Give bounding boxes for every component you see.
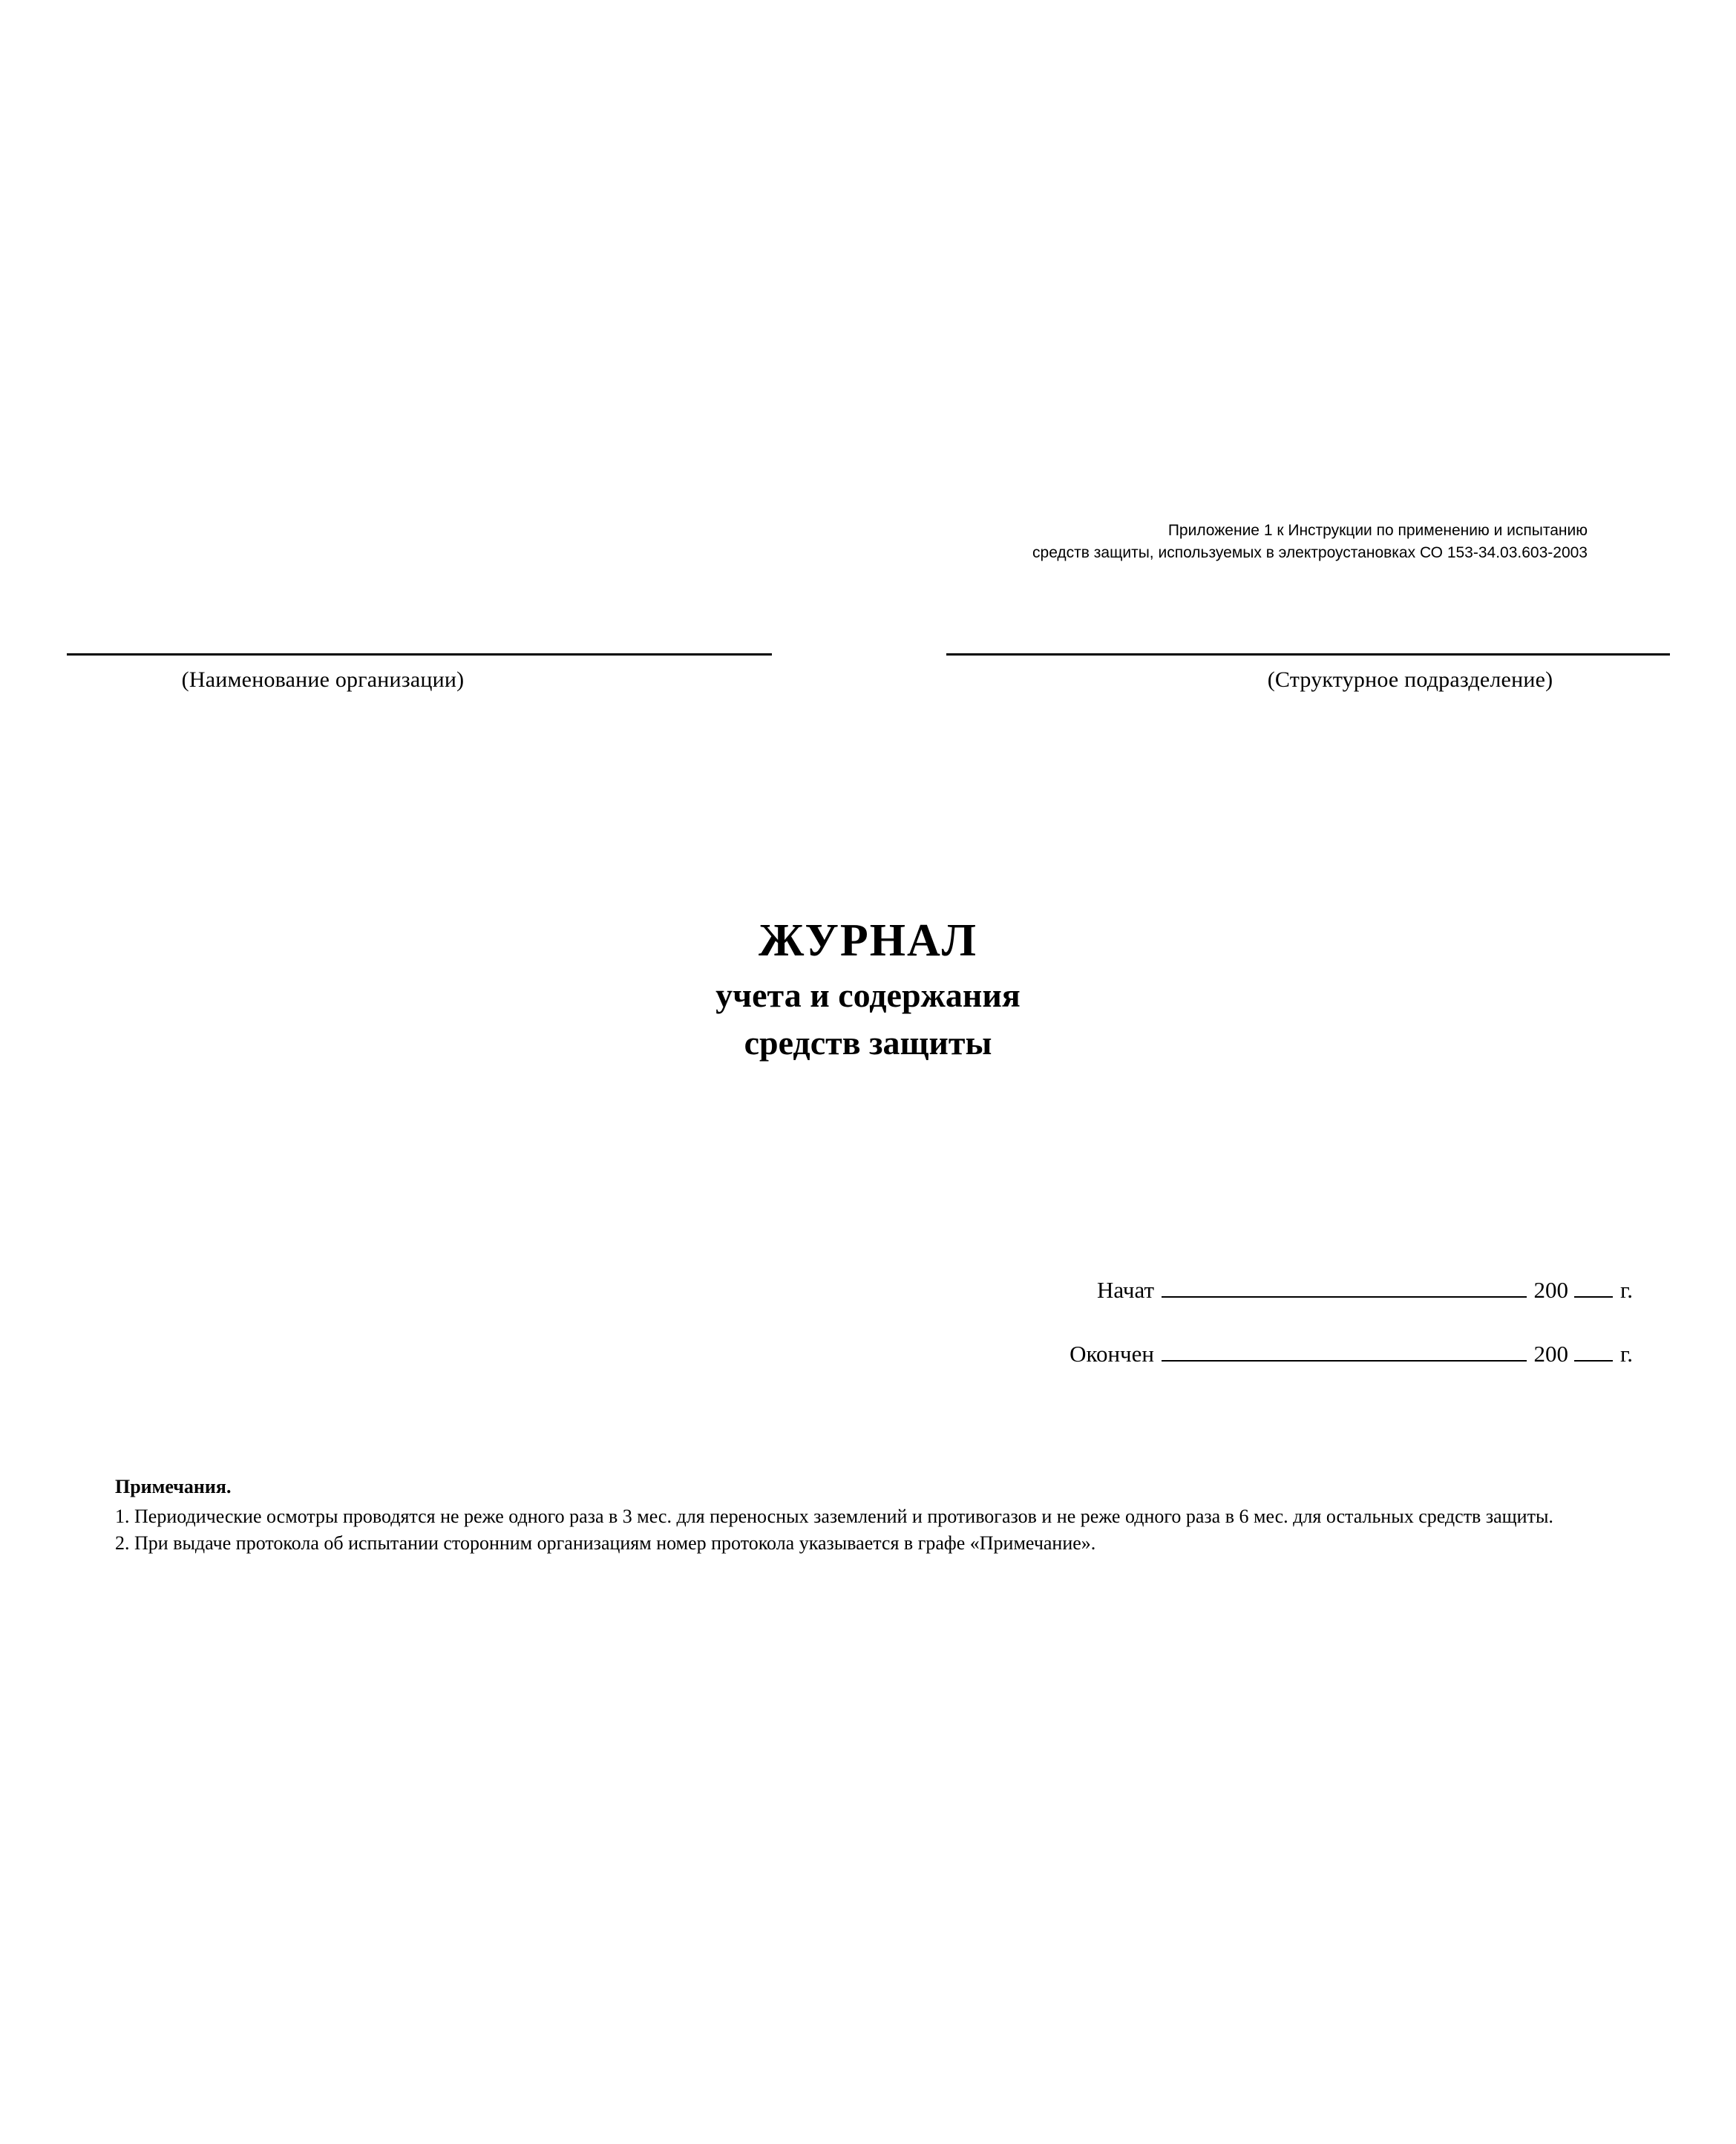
notes-heading: Примечания. [115,1476,232,1497]
notes-section [115,1474,1644,1557]
structural-unit-rule-line [946,653,1670,656]
reference-note-line-1: Приложение 1 к Инструкции по применению и испытанию [1167,522,1588,539]
finished-year-blank[interactable] [1574,1341,1613,1362]
organization-field [67,653,772,694]
title-subtitle-2: средств защиты [744,1024,992,1062]
finished-label: Окончен [1070,1341,1154,1367]
finished-year-suffix: г. [1620,1341,1633,1367]
finished-row [1039,1341,1633,1367]
date-fields [1039,1277,1633,1405]
started-blank-line[interactable] [1162,1277,1527,1298]
finished-year-prefix: 200 [1533,1341,1569,1367]
started-row [1039,1277,1633,1304]
finished-blank-line[interactable] [1162,1341,1527,1362]
notes-item-1: 1. Периодические осмотры проводятся не реже одного раза в 3 мес. для переносных заземлений и противогазов и не реже одного раза в 6 мес. для остальных средств защиты. [115,1506,1553,1527]
reference-note [801,520,1588,564]
reference-note-line-2: средств защиты, используемых в электроустановках СО 153-34.03.603-2003 [1032,544,1588,561]
organization-rule-line [67,653,772,656]
title-main: ЖУРНАЛ [759,915,977,966]
started-year-suffix: г. [1620,1277,1633,1303]
started-year-blank[interactable] [1574,1277,1613,1298]
page-title [0,913,1736,1066]
started-label: Начат [1096,1277,1154,1303]
structural-unit-field [946,653,1670,694]
organization-caption: (Наименование организации) [181,667,465,692]
title-subtitle-1: учета и содержания [715,976,1021,1014]
notes-item-2: 2. При выдаче протокола об испытании сторонним организациям номер протокола указывается в графе «Примечание». [115,1532,1096,1554]
started-year-prefix: 200 [1533,1277,1569,1303]
structural-unit-caption: (Структурное подразделение) [1267,667,1553,692]
